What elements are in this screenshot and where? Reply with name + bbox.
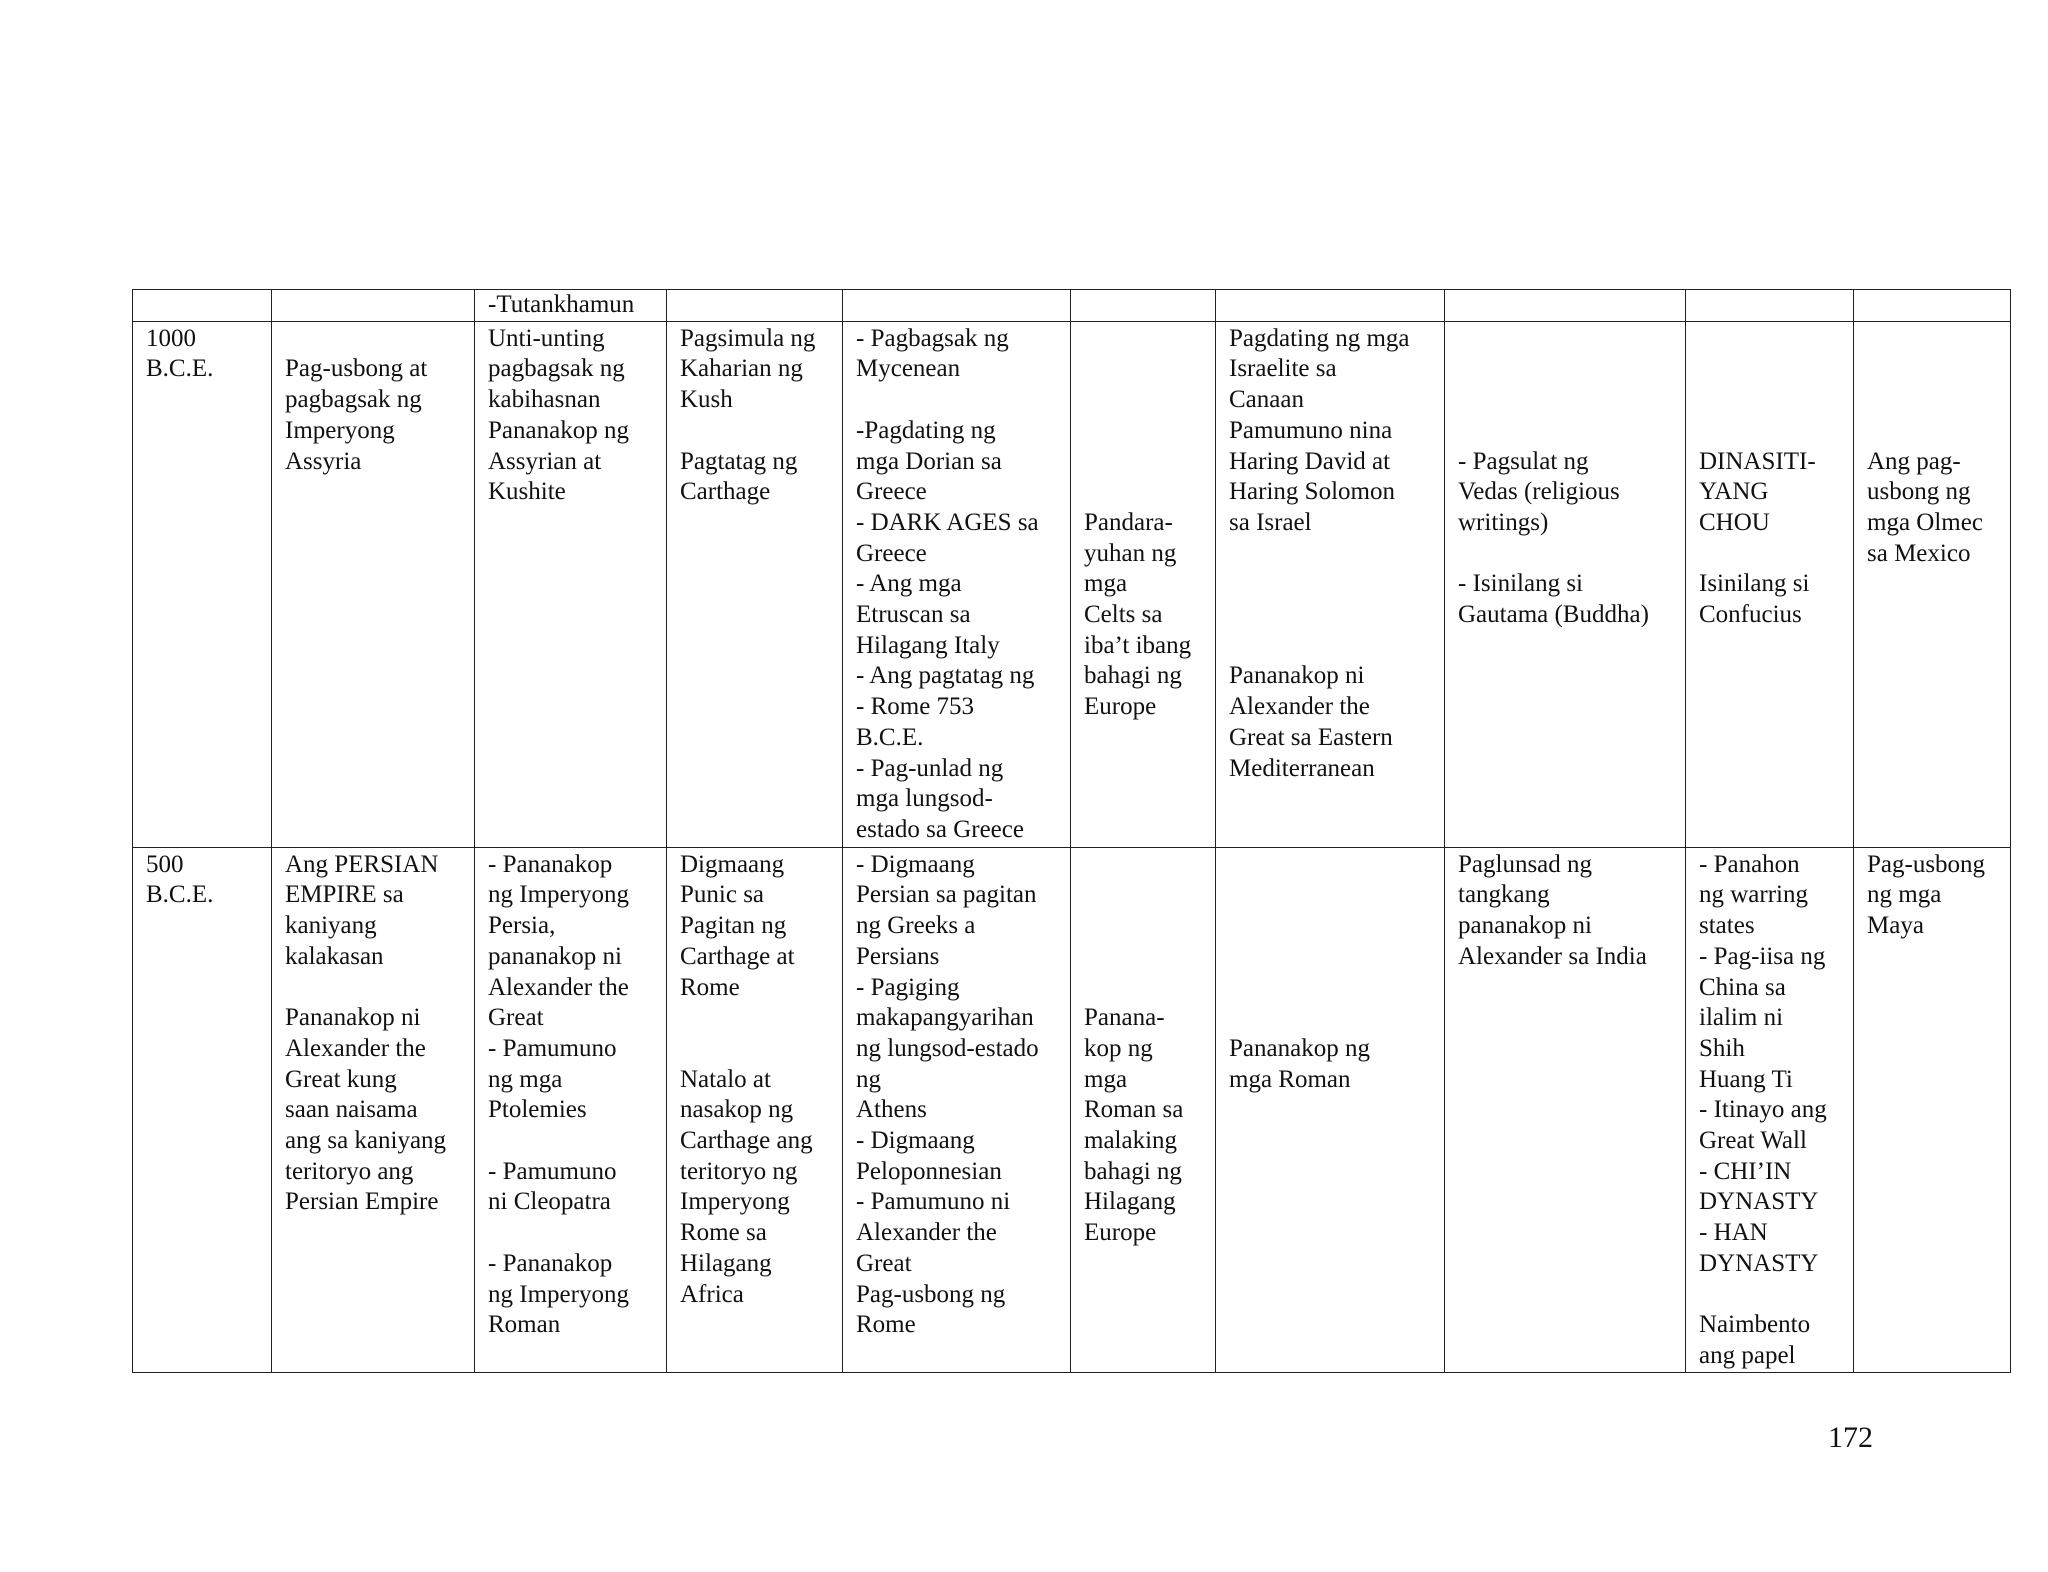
table-cell xyxy=(667,290,843,322)
table-cell: - Panahon ng warring states - Pag-iisa ng China sa ilalim ni Shih Huang Ti - Itinayo ang Great Wall - CHI’IN DYNASTY - HAN DYNASTY Naimbento ang papel xyxy=(1686,847,1854,1372)
table-cell: - Pagbagsak ng Mycenean -Pagdating ng mga Dorian sa Greece - DARK AGES sa Greece - Ang mga Etruscan sa Hilagang Italy - Ang pagtatag ng - Rome 753 B.C.E. - Pag-unlad ng mga lungsod- estado sa Greece xyxy=(843,321,1071,847)
table-cell: Unti-unting pagbagsak ng kabihasnan Pananakop ng Assyrian at Kushite xyxy=(475,321,667,847)
table-cell: - Pananakop ng Imperyong Persia, pananakop ni Alexander the Great - Pamumuno ng mga Ptolemies - Pamumuno ni Cleopatra - Pananakop ng Imperyong Roman xyxy=(475,847,667,1372)
table-cell: Paglunsad ng tangkang pananakop ni Alexander sa India xyxy=(1445,847,1686,1372)
table-cell: Pagsimula ng Kaharian ng Kush Pagtatag ng Carthage xyxy=(667,321,843,847)
table-cell: Digmaang Punic sa Pagitan ng Carthage at Rome Natalo at nasakop ng Carthage ang teritoryo ng Imperyong Rome sa Hilagang Africa xyxy=(667,847,843,1372)
table-cell xyxy=(1686,290,1854,322)
table-row xyxy=(133,290,2011,322)
table-cell: Ang pag- usbong ng mga Olmec sa Mexico xyxy=(1854,321,2011,847)
era-cell: 500 B.C.E. xyxy=(133,847,272,1372)
table-cell: - Digmaang Persian sa pagitan ng Greeks a Persians - Pagiging makapangyarihan ng lungsod-estado ng Athens - Digmaang Peloponnesian - Pamumuno ni Alexander the Great Pag-usbong ng Rome xyxy=(843,847,1071,1372)
table-cell: Panana- kop ng mga Roman sa malaking bahagi ng Hilagang Europe xyxy=(1071,847,1216,1372)
table-row xyxy=(133,847,2011,1372)
table-cell xyxy=(1071,290,1216,322)
era-cell xyxy=(133,290,272,322)
table-cell xyxy=(843,290,1071,322)
table-cell: -Tutankhamun xyxy=(475,290,667,322)
table-cell xyxy=(272,290,475,322)
table-cell xyxy=(1854,290,2011,322)
table-cell: Pandara- yuhan ng mga Celts sa iba’t ibang bahagi ng Europe xyxy=(1071,321,1216,847)
table-cell: Pag-usbong at pagbagsak ng Imperyong Assyria xyxy=(272,321,475,847)
table-cell: Pagdating ng mga Israelite sa Canaan Pamumuno nina Haring David at Haring Solomon sa Israel Pananakop ni Alexander the Great sa Eastern Mediterranean xyxy=(1216,321,1445,847)
page-number: 172 xyxy=(1828,1421,1873,1454)
table-cell: Ang PERSIAN EMPIRE sa kaniyang kalakasan Pananakop ni Alexander the Great kung saan naisama ang sa kaniyang teritoryo ang Persian Empire xyxy=(272,847,475,1372)
table-cell xyxy=(1216,290,1445,322)
timeline-table xyxy=(132,289,2011,1373)
table-row xyxy=(133,321,2011,847)
table-cell: Pag-usbong ng mga Maya xyxy=(1854,847,2011,1372)
table-cell xyxy=(1445,290,1686,322)
table-cell: - Pagsulat ng Vedas (religious writings) - Isinilang si Gautama (Buddha) xyxy=(1445,321,1686,847)
era-cell: 1000 B.C.E. xyxy=(133,321,272,847)
table-cell: DINASITI- YANG CHOU Isinilang si Confucius xyxy=(1686,321,1854,847)
table-cell: Pananakop ng mga Roman xyxy=(1216,847,1445,1372)
